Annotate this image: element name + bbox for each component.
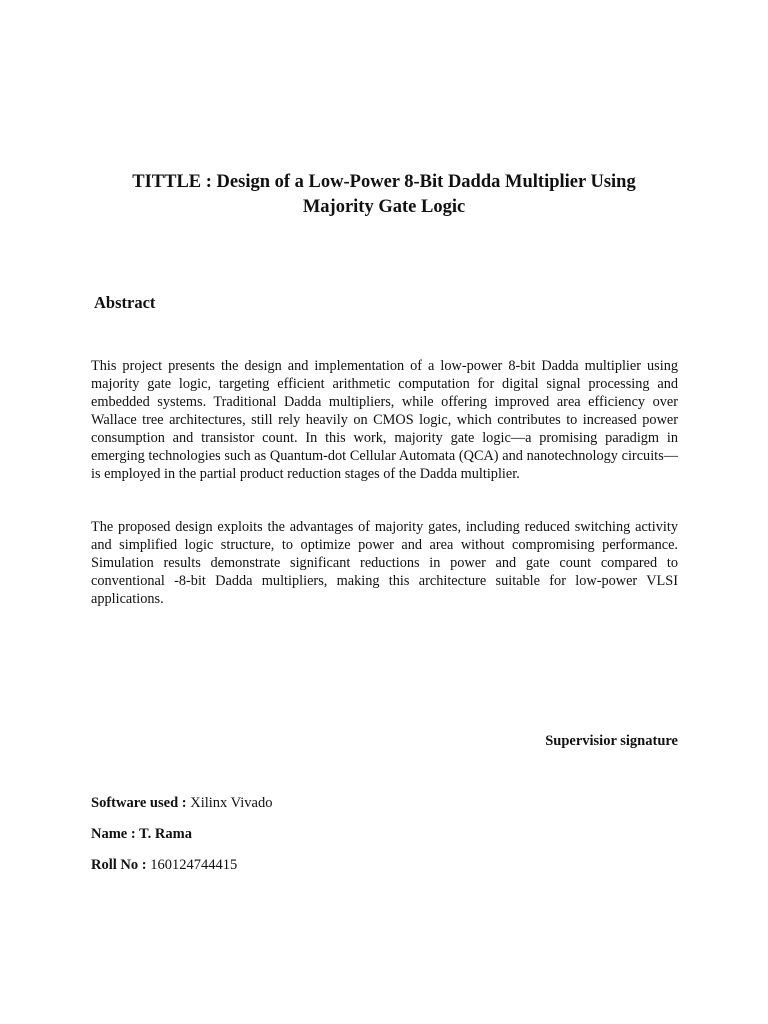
title-line-1: TITTLE : Design of a Low-Power 8-Bit Dadda Multiplier Using <box>132 172 636 192</box>
roll-number-label: Roll No : <box>91 857 147 873</box>
document-title <box>60 170 708 220</box>
name-label: Name : T. Rama <box>91 826 192 842</box>
title-line-2: Majority Gate Logic <box>302 197 466 217</box>
software-used-value: Xilinx Vivado <box>186 795 273 811</box>
roll-number-line <box>91 856 237 874</box>
name-line <box>91 825 192 843</box>
roll-number-value: 160124744415 <box>146 857 238 873</box>
abstract-paragraph-2: The proposed design exploits the advantages of majority gates, including reduced switching activity and simplified logic structure, to optimize power and area without compromising performance. Simulation results demonstrate significant reductions in power and gate count compared to conventional -8-bit Dadda multipliers, making this architecture suitable for low-power VLSI applications. <box>91 519 678 607</box>
software-used-label: Software used : <box>91 795 187 811</box>
abstract-heading: Abstract <box>94 293 156 312</box>
abstract-paragraph-1: This project presents the design and implementation of a low-power 8-bit Dadda multiplier using majority gate logic, targeting efficient arithmetic computation for digital signal processing and embedded systems. Traditional Dadda multipliers, while offering improved area efficiency over Wallace tree architectures, still rely heavily on CMOS logic, which contributes to increased power consumption and transistor count. In this work, majority gate logic—a promising paradigm in emerging technologies such as Quantum-dot Cellular Automata (QCA) and nanotechnology circuits—is employed in the partial product reduction stages of the Dadda multiplier. <box>91 358 678 482</box>
software-used-line <box>91 794 272 812</box>
supervisor-signature-label: Supervisior signature <box>545 733 678 749</box>
